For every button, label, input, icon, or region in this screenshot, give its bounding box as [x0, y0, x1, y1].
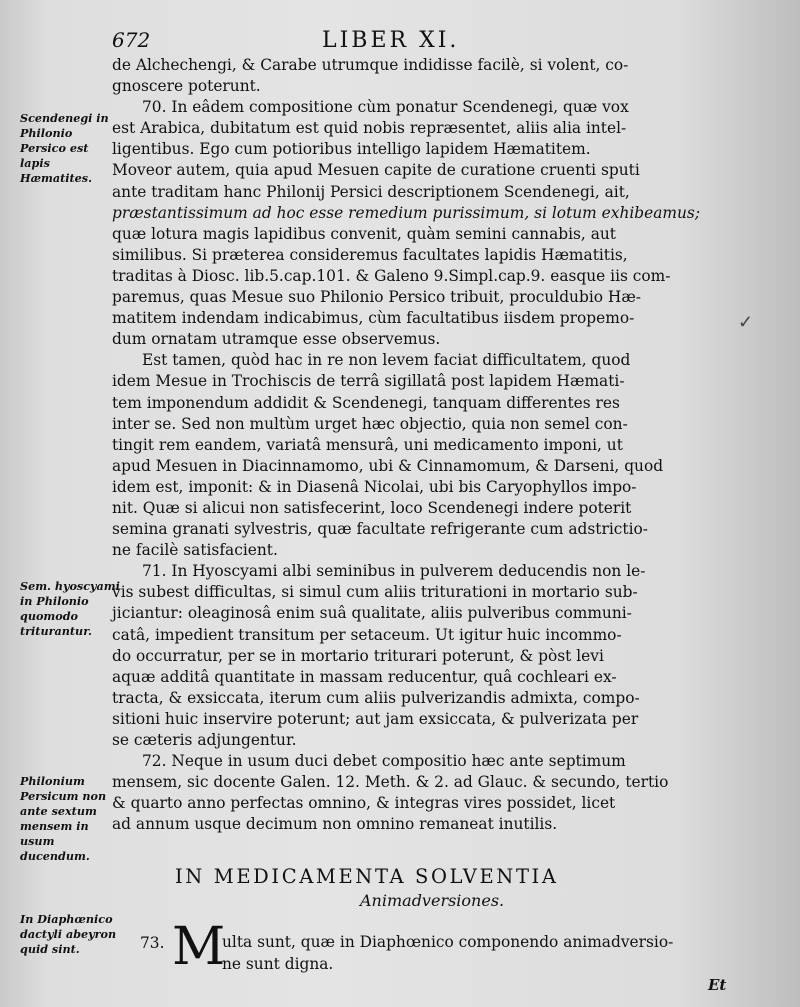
text-line: ad annum usque decimum non omnino remaneat inutilis. — [112, 815, 558, 834]
margin-note: Scendenegi in Philonio Persico est lapis Hæmatites. — [20, 111, 109, 185]
text-line: matitem indendam indicabimus, cùm facultatibus iisdem propemo- — [112, 309, 635, 328]
text-line: idem Mesue in Trochiscis de terrâ sigillatâ post lapidem Hæmati- — [112, 372, 625, 391]
text-line: apud Mesuen in Diacinnamomo, ubi & Cinnamomum, & Darseni, quod — [112, 456, 664, 475]
page-number: 672 — [112, 28, 151, 52]
margin-note: Sem. hyoscyami in Philonio quomodo triturantur. — [20, 579, 120, 638]
text-line: sitioni huic inservire poterunt; aut jam exsiccata, & pulverizata per — [112, 709, 639, 728]
text-line: gnoscere poterunt. — [112, 77, 261, 96]
text-line: aquæ additâ quantitate in massam reducentur, quâ cochleari ex- — [112, 667, 617, 686]
text-line: tracta, & exsiccata, iterum cum aliis pulverizandis admixta, compo- — [112, 688, 640, 707]
text-line: idem est, imponit: & in Diasenâ Nicolai, ubi bis Caryophyllos impo- — [112, 477, 637, 496]
catchword: Et — [708, 976, 727, 994]
section-subheading: Animadversiones. — [360, 891, 505, 910]
text-line: quæ lotura magis lapidibus convenit, quàm semini cannabis, aut — [112, 224, 616, 243]
text-line: catâ, impedient transitum per setaceum. Ut igitur huic incommo- — [112, 625, 622, 644]
text-line: ligentibus. Ego cum potioribus intelligo lapidem Hæmatitem. — [112, 140, 591, 159]
text-line: de Alchechengi, & Carabe utrumque indidisse facilè, si volent, co- — [112, 56, 629, 74]
text-line: & quarto anno perfectas omnino, & integras vires possidet, licet — [112, 794, 616, 813]
text-line: ne sunt digna. — [222, 955, 334, 973]
text-line: semina granati sylvestris, quæ facultate refrigerante cum adstrictio- — [112, 520, 648, 539]
text-line: similibus. Si præterea consideremus facultates lapidis Hæmatitis, — [112, 245, 628, 264]
text-line: jiciantur: oleaginosâ enim suâ qualitate, aliis pulveribus communi- — [112, 604, 632, 623]
page-header — [112, 28, 672, 54]
text-line: ante traditam hanc Philonij Persici descriptionem Scendenegi, ait, — [112, 182, 630, 201]
body-text — [112, 55, 770, 835]
margin-note: In Diaphœnico dactyli abeyron quid sint. — [20, 912, 117, 956]
text-line: præstantissimum ad hoc esse remedium purissimum, si lotum exhibeamus; — [112, 203, 701, 222]
text-line: Est tamen, quòd hac in re non levem faciat difficultatem, quod — [142, 351, 631, 370]
text-line: 71. In Hyoscyami albi seminibus in pulverem deducendis non le- — [142, 562, 646, 581]
margin-note: Philonium Persicum non ante sextum mensem in usum ducendum. — [20, 774, 107, 863]
paragraph-number: 73. — [140, 934, 165, 952]
text-line: est Arabica, dubitatum est quid nobis repræsentet, aliis alia intel- — [112, 119, 627, 138]
text-line: 70. In eâdem compositione cùm ponatur Scendenegi, quæ vox — [142, 98, 629, 117]
text-line: do occurratur, per se in mortario triturari poterunt, & pòst levi — [112, 646, 604, 665]
text-line: tem imponendum addidit & Scendenegi, tanquam differentes res — [112, 393, 620, 412]
text-line: mensem, sic docente Galen. 12. Meth. & 2. ad Glauc. & secundo, tertio — [112, 773, 669, 792]
text-line: tingit rem eandem, variatâ mensurâ, uni medicamento imponi, ut — [112, 435, 623, 454]
text-line: paremus, quas Mesue suo Philonio Persico tribuit, proculdubio Hæ- — [112, 288, 641, 307]
text-line: Moveor autem, quia apud Mesuen capite de curatione cruenti sputi — [112, 161, 640, 180]
drop-capital: M — [172, 917, 226, 977]
text-line: vis subest difficultas, si simul cum aliis triturationi in mortario sub- — [112, 583, 638, 602]
text-line: se cæteris adjungentur. — [112, 731, 297, 749]
text-line: ne facilè satisfacient. — [112, 541, 278, 560]
text-line: 72. Neque in usum duci debet compositio hæc ante septimum — [142, 752, 626, 771]
text-line: dum ornatam utramque esse observemus. — [112, 330, 441, 349]
text-line: inter se. Sed non multùm urget hæc objectio, quia non semel con- — [112, 414, 628, 433]
text-line: traditas à Diosc. lib.5.cap.101. & Galeno 9.Simpl.cap.9. easque iis com- — [112, 266, 671, 285]
section-heading: IN MEDICAMENTA SOLVENTIA — [175, 865, 559, 888]
text-line: ulta sunt, quæ in Diaphœnico componendo animadversio- — [222, 933, 674, 951]
pencil-mark-icon: ✓ — [738, 312, 754, 333]
running-title: LIBER XI. — [322, 28, 460, 53]
text-line: nit. Quæ si alicui non satisfecerint, loco Scendenegi indere poterit — [112, 498, 632, 517]
